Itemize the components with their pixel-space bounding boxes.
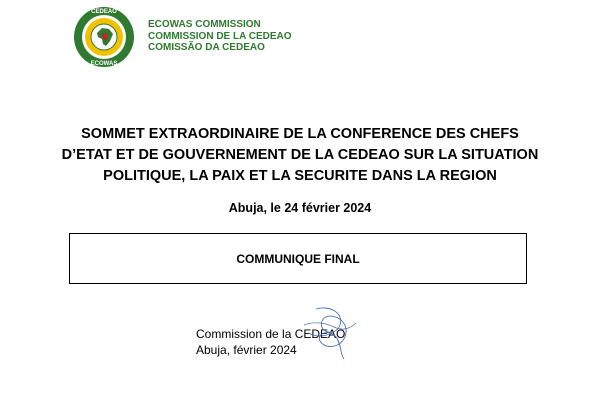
organization-names [148, 19, 292, 54]
org-name-pt: COMISSÃO DA CEDEAO [148, 42, 265, 53]
signoff-org: Commission de la CEDEAO [196, 327, 346, 341]
communique-label: COMMUNIQUE FINAL [236, 251, 360, 266]
ecowas-logo [73, 6, 135, 68]
svg-text:ECOWAS: ECOWAS [90, 61, 118, 67]
org-name-fr: COMMISSION DE LA CEDEAO [148, 30, 292, 42]
communique-box [69, 233, 527, 284]
signature-scribble [296, 303, 358, 361]
dateline: Abuja, le 24 février 2024 [228, 201, 372, 215]
org-name-en: ECOWAS COMMISSION [148, 19, 261, 30]
signoff-place-date: Abuja, février 2024 [196, 343, 297, 357]
document-title: SOMMET EXTRAORDINAIRE DE LA CONFERENCE DES CHEFS D’ETAT ET DE GOUVERNEMENT DE LA CEDEAO SUR LA SITUATION POLITIQUE, LA PAIX ET LA SECURITE DANS LA REGION [61, 126, 539, 184]
svg-text:CEDEAO: CEDEAO [91, 9, 117, 15]
